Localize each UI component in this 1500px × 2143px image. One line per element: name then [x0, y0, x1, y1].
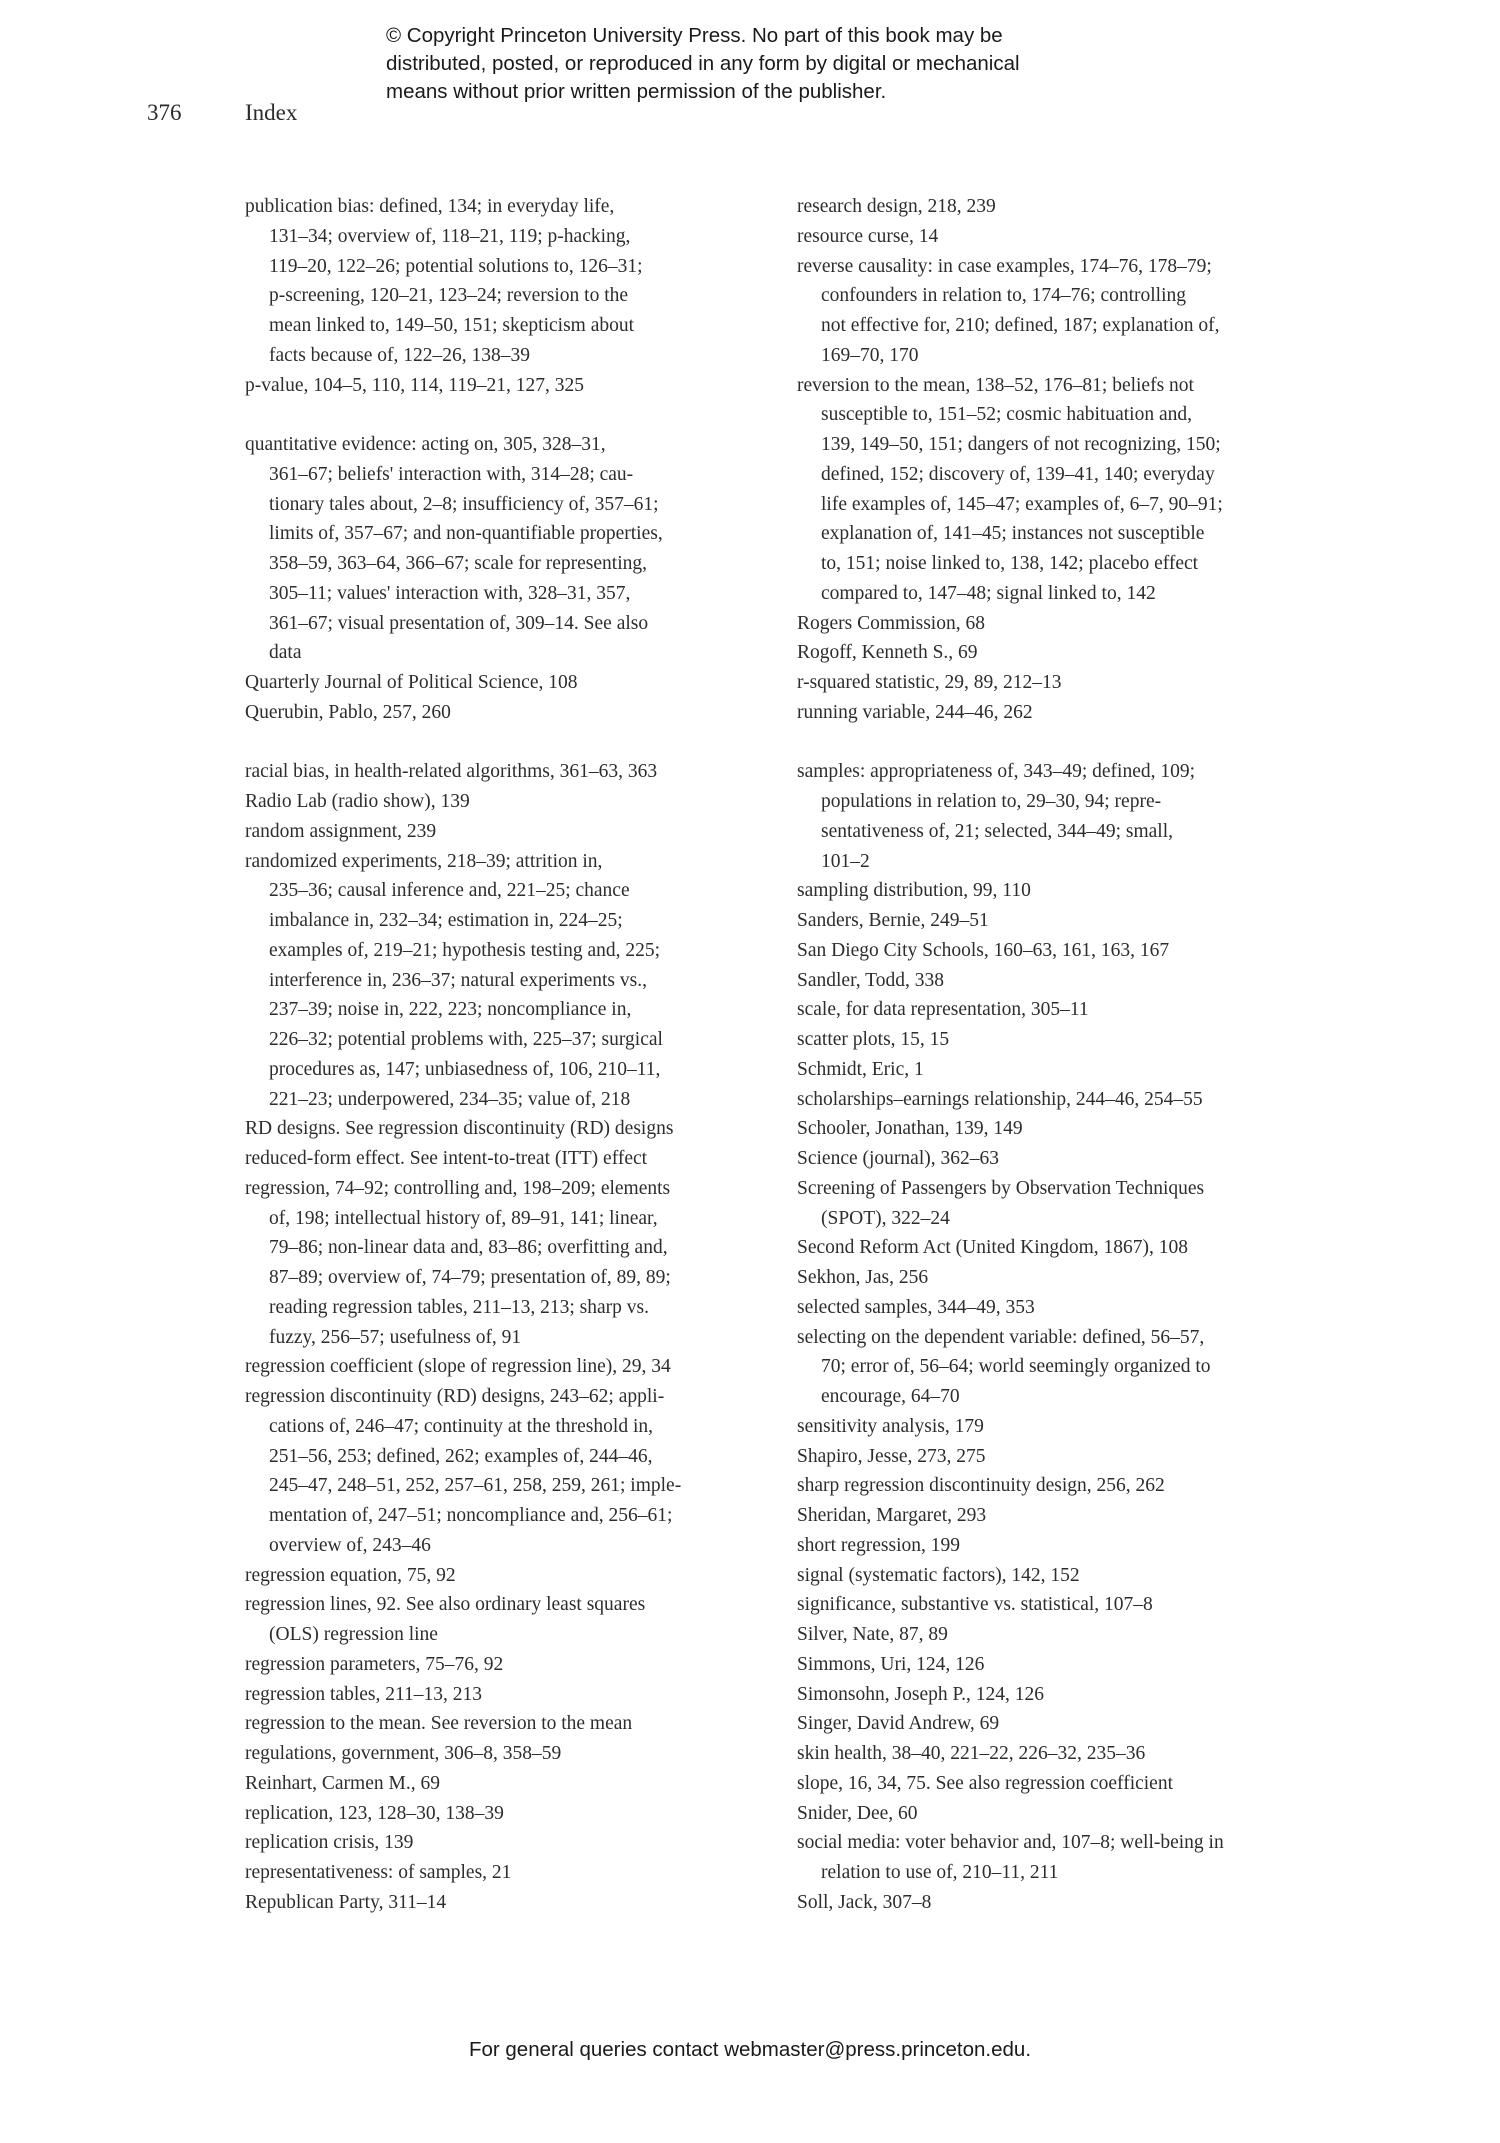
- index-entry-line: samples: appropriateness of, 343–49; defined, 109;: [797, 761, 1196, 783]
- index-entry: [245, 698, 790, 728]
- copyright-line: © Copyright Princeton University Press. No part of this book may be: [386, 24, 1003, 47]
- index-entry-line: selecting on the dependent variable: defined, 56–57,: [797, 1326, 1205, 1348]
- index-entry-line: Second Reform Act (United Kingdom, 1867), 108: [797, 1237, 1189, 1259]
- index-entry: [797, 1769, 1357, 1799]
- index-entry: [245, 1144, 790, 1174]
- index-entry-line: Shapiro, Jesse, 273, 275: [797, 1445, 986, 1467]
- index-entry: [245, 192, 790, 371]
- index-entry-line: significance, substantive vs. statistical, 107–8: [797, 1594, 1153, 1616]
- index-entry-line: 245–47, 248–51, 252, 257–61, 258, 259, 261; imple-: [269, 1475, 682, 1497]
- index-entry-line: skin health, 38–40, 221–22, 226–32, 235–36: [797, 1743, 1146, 1764]
- index-entry: [245, 1769, 790, 1799]
- index-entry: [245, 1739, 790, 1769]
- index-entry: [797, 1442, 1357, 1472]
- index-entry: [797, 698, 1357, 728]
- index-entry-line: compared to, 147–48; signal linked to, 142: [821, 582, 1156, 604]
- index-entry: [245, 668, 790, 698]
- index-entry-line: Sandler, Todd, 338: [797, 969, 944, 991]
- index-entry-line: 361–67; beliefs' interaction with, 314–28; cau-: [269, 463, 634, 485]
- index-entry-line: life examples of, 145–47; examples of, 6–7, 90–91;: [821, 493, 1223, 515]
- index-entry-line: Science (journal), 362–63: [797, 1148, 999, 1169]
- index-entry-line: San Diego City Schools, 160–63, 161, 163, 167: [797, 939, 1170, 961]
- index-entry-line: tionary tales about, 2–8; insufficiency of, 357–61;: [269, 493, 659, 515]
- index-entry-line: populations in relation to, 29–30, 94; repre-: [821, 791, 1162, 812]
- index-entry: [245, 1799, 790, 1829]
- index-entry-line: resource curse, 14: [797, 225, 939, 247]
- index-entry: [245, 847, 790, 1115]
- index-entry-line: regression parameters, 75–76, 92: [245, 1653, 504, 1675]
- copyright-line: distributed, posted, or reproduced in any form by digital or mechanical: [386, 52, 1020, 75]
- index-entry-line: encourage, 64–70: [821, 1386, 960, 1407]
- index-entry: [245, 757, 790, 787]
- index-entry-line: p-screening, 120–21, 123–24; reversion to the: [269, 285, 629, 307]
- index-entry-line: Sheridan, Margaret, 293: [797, 1505, 987, 1526]
- index-entry: [245, 1709, 790, 1739]
- index-entry: [797, 1828, 1357, 1888]
- index-entry-line: sampling distribution, 99, 110: [797, 880, 1031, 902]
- index-entry: [245, 817, 790, 847]
- index-entry-line: Radio Lab (radio show), 139: [245, 791, 470, 812]
- index-entry-line: sensitivity analysis, 179: [797, 1415, 984, 1437]
- index-entry-line: mean linked to, 149–50, 151; skepticism about: [269, 315, 635, 336]
- index-entry-line: publication bias: defined, 134; in everyday life,: [245, 196, 615, 217]
- index-entry: [245, 1858, 790, 1888]
- index-entry: [797, 1680, 1357, 1710]
- index-entry-line: 119–20, 122–26; potential solutions to, 126–31;: [269, 255, 643, 277]
- index-entry: [797, 936, 1357, 966]
- index-entry-line: scholarships–earnings relationship, 244–46, 254–55: [797, 1088, 1203, 1110]
- index-entry-line: quantitative evidence: acting on, 305, 328–31,: [245, 434, 606, 455]
- index-entry-line: sentativeness of, 21; selected, 344–49; small,: [821, 820, 1174, 842]
- index-entry: [797, 995, 1357, 1025]
- index-entry-line: Republican Party, 311–14: [245, 1891, 447, 1913]
- index-entry-line: regression, 74–92; controlling and, 198–209; elements: [245, 1177, 671, 1199]
- index-entry: [245, 1680, 790, 1710]
- index-entry-line: of, 198; intellectual history of, 89–91, 141; linear,: [269, 1207, 658, 1229]
- index-entry-line: replication crisis, 139: [245, 1832, 414, 1854]
- index-entry: [245, 1828, 790, 1858]
- index-entry-line: p-value, 104–5, 110, 114, 119–21, 127, 325: [245, 374, 585, 396]
- index-entry-line: regression tables, 211–13, 213: [245, 1683, 483, 1705]
- index-entry-line: explanation of, 141–45; instances not susceptible: [821, 523, 1205, 545]
- index-entry-line: limits of, 357–67; and non-quantifiable properties,: [269, 523, 663, 545]
- index-entry: [797, 1293, 1357, 1323]
- index-entry-line: reading regression tables, 211–13, 213; sharp vs.: [269, 1296, 649, 1318]
- index-entry-line: racial bias, in health-related algorithms, 361–63, 363: [245, 761, 658, 783]
- index-entry-line: data: [269, 642, 302, 664]
- index-entry-line: Screening of Passengers by Observation Techniques: [797, 1177, 1205, 1199]
- index-entry-line: defined, 152; discovery of, 139–41, 140; everyday: [821, 463, 1215, 485]
- index-entry: [797, 1799, 1357, 1829]
- index-entry-line: Snider, Dee, 60: [797, 1802, 918, 1824]
- index-entry-line: Soll, Jack, 307–8: [797, 1891, 932, 1913]
- index-entry: [245, 371, 790, 401]
- index-entry: [797, 192, 1357, 222]
- index-entry-line: selected samples, 344–49, 353: [797, 1296, 1035, 1318]
- index-entry-line: susceptible to, 151–52; cosmic habituation and,: [821, 404, 1192, 426]
- index-entry: [797, 638, 1357, 668]
- index-entry-line: 226–32; potential problems with, 225–37; surgical: [269, 1029, 663, 1050]
- index-entry-line: 79–86; non-linear data and, 83–86; overfitting and,: [269, 1237, 668, 1259]
- index-entry: [797, 1412, 1357, 1442]
- index-entry-line: regression lines, 92. See also ordinary least squares: [245, 1594, 646, 1616]
- index-entry-line: Singer, David Andrew, 69: [797, 1713, 1000, 1735]
- index-entry-line: 139, 149–50, 151; dangers of not recognizing, 150;: [821, 434, 1221, 455]
- index-entry: [797, 1531, 1357, 1561]
- index-column-right: [797, 192, 1357, 1918]
- index-entry: [245, 1382, 790, 1561]
- index-entry-line: Quarterly Journal of Political Science, 108: [245, 672, 578, 693]
- index-entry-line: mentation of, 247–51; noncompliance and, 256–61;: [269, 1505, 673, 1526]
- index-entry-line: regression coefficient (slope of regression line), 29, 34: [245, 1356, 671, 1378]
- index-entry-line: regression discontinuity (RD) designs, 243–62; appli-: [245, 1386, 665, 1407]
- copyright-notice: [386, 22, 1146, 106]
- index-entry-line: representativeness: of samples, 21: [245, 1862, 512, 1883]
- index-entry-line: imbalance in, 232–34; estimation in, 224–25;: [269, 910, 623, 931]
- index-entry: [797, 252, 1357, 371]
- footer-contact: For general queries contact webmaster@press.princeton.edu.: [468, 2038, 1032, 2061]
- index-entry-line: research design, 218, 239: [797, 196, 996, 217]
- index-entry-line: reduced-form effect. See intent-to-treat (ITT) effect: [245, 1148, 648, 1169]
- index-entry-line: 70; error of, 56–64; world seemingly organized to: [821, 1356, 1211, 1378]
- index-entry-line: regression equation, 75, 92: [245, 1564, 456, 1586]
- index-entry-line: 361–67; visual presentation of, 309–14. See also: [269, 612, 649, 634]
- index-entry-line: Sekhon, Jas, 256: [797, 1267, 929, 1288]
- index-entry: [245, 1352, 790, 1382]
- index-entry-line: fuzzy, 256–57; usefulness of, 91: [269, 1326, 522, 1348]
- letter-group-gap: [245, 728, 790, 758]
- index-entry-line: confounders in relation to, 174–76; controlling: [821, 285, 1187, 307]
- index-entry-line: Schmidt, Eric, 1: [797, 1058, 924, 1080]
- index-entry: [797, 966, 1357, 996]
- index-entry: [797, 757, 1357, 876]
- index-entry: [797, 876, 1357, 906]
- index-entry: [797, 1561, 1357, 1591]
- index-entry-line: (OLS) regression line: [269, 1624, 438, 1645]
- index-entry-line: reversion to the mean, 138–52, 176–81; beliefs not: [797, 374, 1194, 396]
- index-entry-line: slope, 16, 34, 75. See also regression coefficient: [797, 1772, 1174, 1794]
- index-entry-line: facts because of, 122–26, 138–39: [269, 344, 531, 366]
- index-entry-line: 169–70, 170: [821, 344, 919, 366]
- index-entry: [797, 906, 1357, 936]
- index-entry-line: 237–39; noise in, 222, 223; noncompliance in,: [269, 999, 632, 1021]
- index-entry: [797, 1323, 1357, 1412]
- index-entry-line: Reinhart, Carmen M., 69: [245, 1772, 440, 1794]
- index-entry-line: Rogers Commission, 68: [797, 612, 985, 634]
- index-entry-line: interference in, 236–37; natural experiments vs.,: [269, 969, 647, 991]
- index-entry-line: Querubin, Pablo, 257, 260: [245, 701, 451, 723]
- index-entry-line: random assignment, 239: [245, 820, 437, 842]
- index-entry: [797, 1233, 1357, 1263]
- index-entry: [245, 787, 790, 817]
- index-entry: [245, 1114, 790, 1144]
- index-entry: [797, 1620, 1357, 1650]
- index-column-left: [245, 192, 790, 1918]
- index-entry: [797, 1501, 1357, 1531]
- index-entry-line: cations of, 246–47; continuity at the threshold in,: [269, 1415, 653, 1437]
- index-entry: [797, 1025, 1357, 1055]
- index-entry: [797, 1739, 1357, 1769]
- index-entry-line: replication, 123, 128–30, 138–39: [245, 1802, 504, 1824]
- section-title: Index: [245, 100, 298, 125]
- index-entry-line: reverse causality: in case examples, 174–76, 178–79;: [797, 255, 1212, 277]
- index-entry-line: to, 151; noise linked to, 138, 142; placebo effect: [821, 553, 1199, 574]
- index-entry: [245, 1888, 790, 1918]
- index-entry-line: Schooler, Jonathan, 139, 149: [797, 1118, 1023, 1140]
- index-entry-line: 235–36; causal inference and, 221–25; chance: [269, 880, 630, 902]
- index-entry: [797, 668, 1357, 698]
- index-entry-line: examples of, 219–21; hypothesis testing and, 225;: [269, 939, 661, 961]
- index-entry-line: Simmons, Uri, 124, 126: [797, 1653, 985, 1675]
- index-entry-line: randomized experiments, 218–39; attrition in,: [245, 850, 603, 872]
- index-entry: [797, 1590, 1357, 1620]
- index-entry-line: sharp regression discontinuity design, 256, 262: [797, 1475, 1165, 1497]
- index-entry: [245, 1650, 790, 1680]
- index-entry-line: 221–23; underpowered, 234–35; value of, 218: [269, 1088, 631, 1110]
- index-entry: [245, 430, 790, 668]
- index-entry: [797, 1709, 1357, 1739]
- index-entry-line: scatter plots, 15, 15: [797, 1029, 950, 1050]
- index-entry-line: Simonsohn, Joseph P., 124, 126: [797, 1683, 1045, 1705]
- index-entry: [797, 1114, 1357, 1144]
- index-entry: [797, 1263, 1357, 1293]
- index-entry-line: r-squared statistic, 29, 89, 212–13: [797, 672, 1062, 693]
- index-entry-line: 251–56, 253; defined, 262; examples of, 244–46,: [269, 1445, 653, 1467]
- index-entry-line: RD designs. See regression discontinuity (RD) designs: [245, 1118, 674, 1140]
- index-entry-line: scale, for data representation, 305–11: [797, 999, 1089, 1021]
- index-entry-line: social media: voter behavior and, 107–8; well-being in: [797, 1832, 1224, 1854]
- index-entry: [797, 1085, 1357, 1115]
- index-entry: [245, 1561, 790, 1591]
- index-entry-line: Rogoff, Kenneth S., 69: [797, 642, 978, 664]
- index-entry-line: Sanders, Bernie, 249–51: [797, 910, 989, 931]
- page-number: 376: [147, 100, 182, 125]
- letter-group-gap: [245, 400, 790, 430]
- index-entry-line: relation to use of, 210–11, 211: [821, 1862, 1059, 1883]
- index-entry-line: procedures as, 147; unbiasedness of, 106, 210–11,: [269, 1058, 661, 1080]
- index-entry-line: Silver, Nate, 87, 89: [797, 1624, 948, 1645]
- index-entry: [797, 371, 1357, 609]
- index-entry: [797, 1650, 1357, 1680]
- index-entry-line: regulations, government, 306–8, 358–59: [245, 1743, 562, 1764]
- index-entry-line: regression to the mean. See reversion to the mean: [245, 1713, 633, 1735]
- index-entry: [797, 1174, 1357, 1234]
- index-entry-line: 305–11; values' interaction with, 328–31, 357,: [269, 582, 631, 604]
- index-entry-line: 87–89; overview of, 74–79; presentation of, 89, 89;: [269, 1267, 671, 1288]
- index-entry: [797, 609, 1357, 639]
- index-entry-line: short regression, 199: [797, 1534, 961, 1556]
- index-entry: [797, 1888, 1357, 1918]
- index-entry-line: overview of, 243–46: [269, 1534, 431, 1556]
- index-entry-line: 101–2: [821, 850, 870, 872]
- letter-group-gap: [797, 728, 1357, 758]
- index-entry: [797, 1471, 1357, 1501]
- index-entry-line: signal (systematic factors), 142, 152: [797, 1564, 1080, 1586]
- index-entry: [245, 1174, 790, 1353]
- copyright-line: means without prior written permission of the publisher.: [386, 80, 887, 103]
- index-entry: [797, 222, 1357, 252]
- index-entry-line: 358–59, 363–64, 366–67; scale for representing,: [269, 553, 648, 574]
- index-entry: [797, 1144, 1357, 1174]
- index-entry-line: 131–34; overview of, 118–21, 119; p-hacking,: [269, 225, 631, 247]
- index-entry-line: not effective for, 210; defined, 187; explanation of,: [821, 315, 1220, 336]
- index-entry: [245, 1590, 790, 1650]
- index-entry-line: (SPOT), 322–24: [821, 1207, 950, 1229]
- index-entry: [797, 1055, 1357, 1085]
- index-entry-line: running variable, 244–46, 262: [797, 701, 1033, 723]
